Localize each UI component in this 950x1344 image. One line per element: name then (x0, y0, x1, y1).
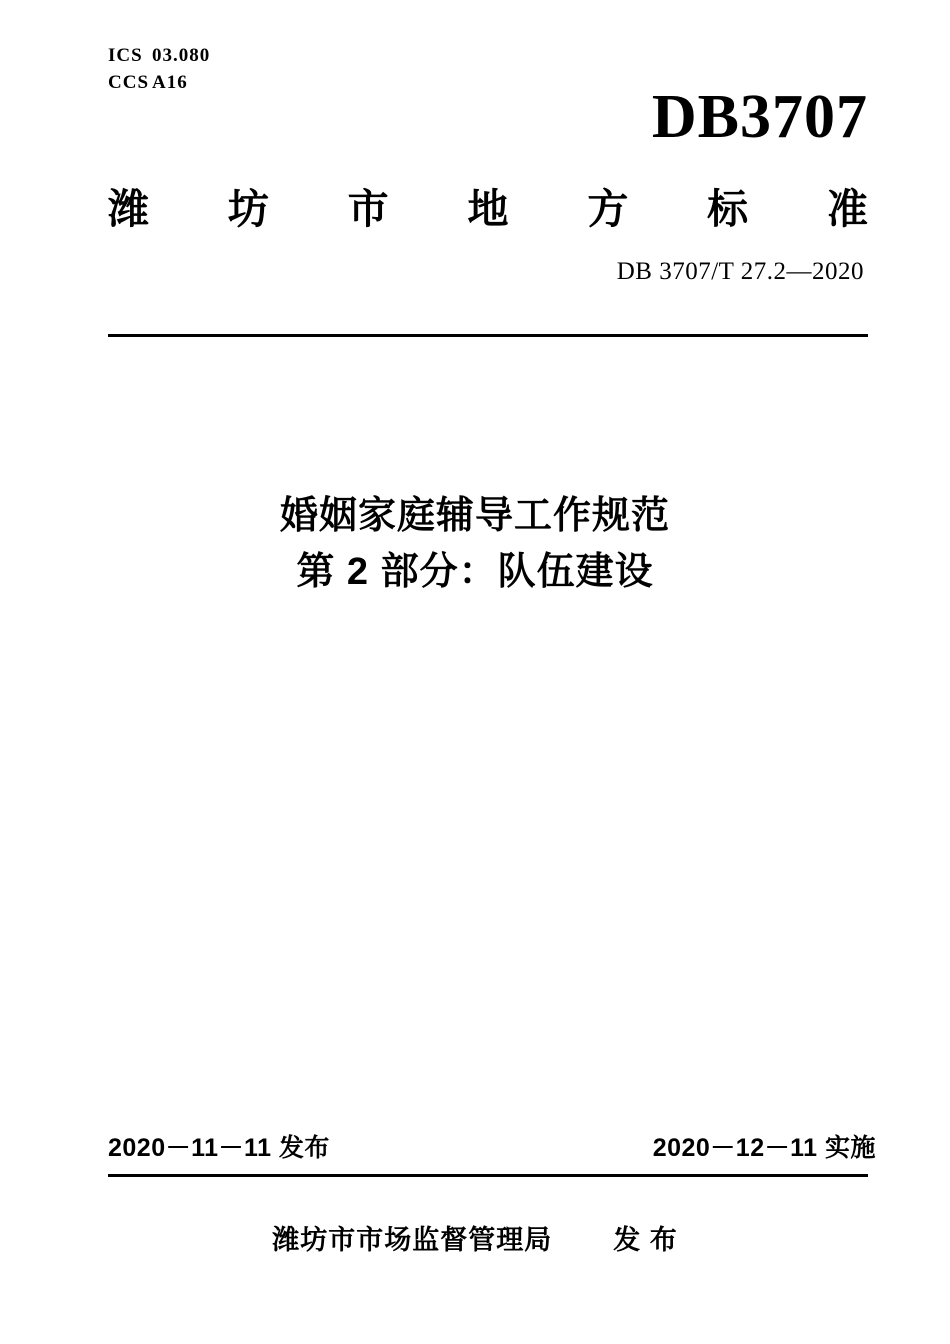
standard-kind-char-1: 坊 (227, 186, 269, 232)
standard-kind-char-2: 市 (347, 186, 389, 232)
header-divider (108, 334, 868, 337)
standard-kind-char-0: 潍 (108, 186, 149, 232)
standard-id: DB 3707/T 27.2—2020 (616, 258, 864, 285)
page-title-line-2: 第 2 部分：队伍建设 (296, 551, 654, 593)
ics-label: ICS (108, 45, 143, 66)
ics-code-line (108, 42, 210, 69)
date-row (108, 1128, 876, 1164)
standard-kind-title (108, 176, 868, 235)
classification-codes (108, 42, 210, 96)
implement-date: 2020－12－11 实施 (652, 1134, 876, 1162)
ics-value: 03.080 (152, 45, 211, 66)
page-title (0, 488, 950, 600)
standard-number: DB3707 (651, 83, 868, 151)
standard-kind-char-5: 标 (707, 186, 749, 232)
footer-divider (108, 1174, 868, 1177)
standard-kind-char-6: 准 (826, 186, 868, 232)
page-title-line-1: 婚姻家庭辅导工作规范 (279, 495, 670, 537)
standard-kind-char-3: 地 (467, 186, 509, 232)
issuer-line (0, 1218, 950, 1257)
ccs-code-line (108, 69, 210, 96)
ccs-label: CCS (108, 72, 150, 93)
issuer-name: 潍坊市市场监督管理局 (272, 1225, 553, 1255)
issuer-suffix: 发 布 (613, 1225, 678, 1255)
standard-kind-char-4: 方 (587, 186, 629, 232)
ccs-value: A16 (152, 72, 188, 93)
publish-date: 2020－11－11 发布 (108, 1134, 330, 1162)
